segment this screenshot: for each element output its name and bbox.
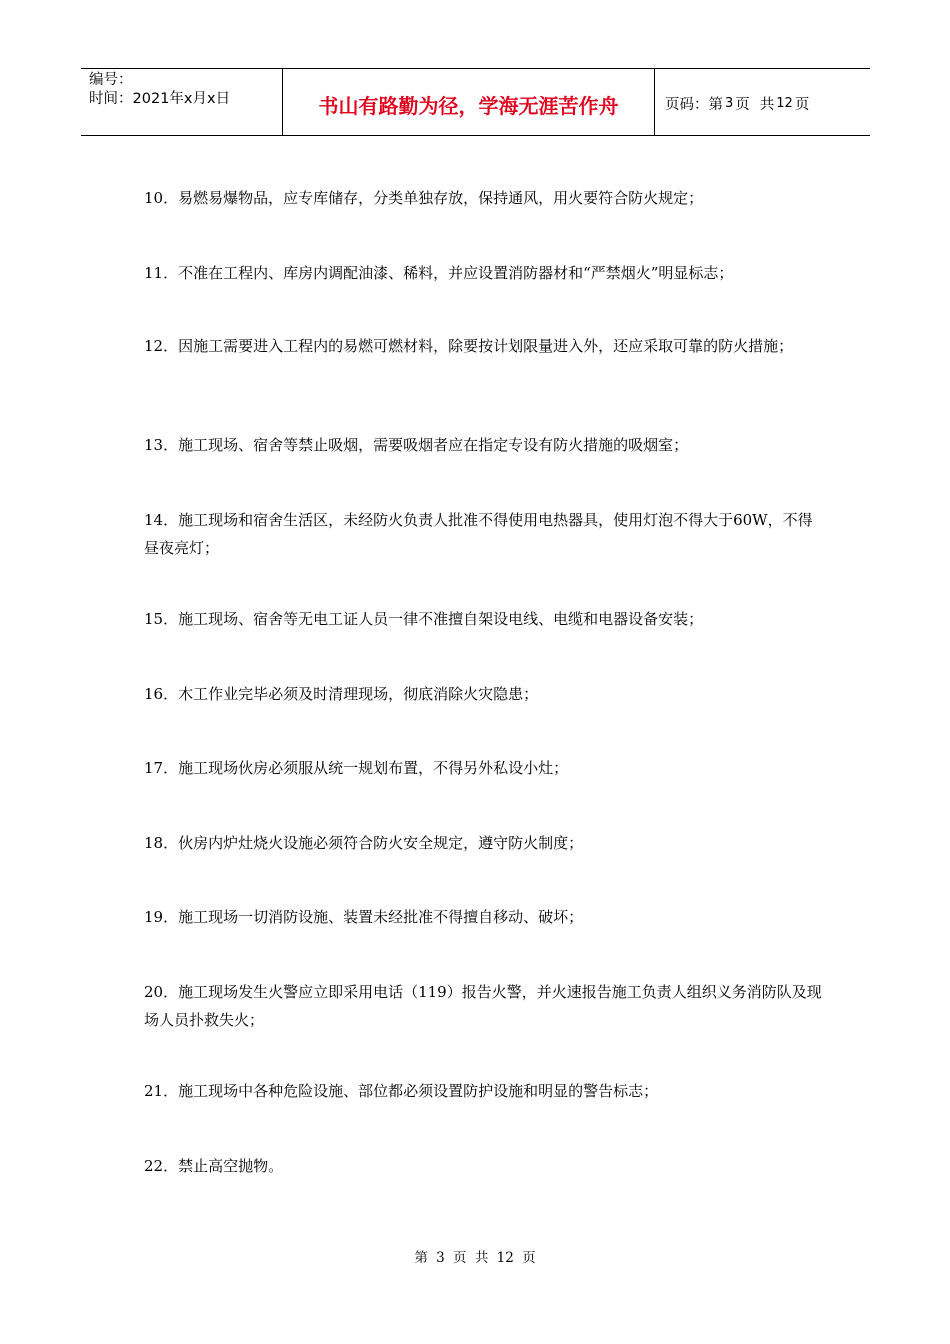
page-suffix: 页: [794, 97, 810, 113]
list-item: 22．禁止高空抛物。: [144, 1157, 284, 1175]
page-total-prefix: 共: [759, 97, 775, 113]
list-item: 14．施工现场和宿舍生活区，未经防火负责人批准不得使用电热器具，使用灯泡不得大于60W，不得昼夜亮灯；: [144, 511, 813, 557]
list-item: 10．易燃易爆物品，应专库储存，分类单独存放，保持通风，用火要符合防火规定；: [144, 189, 704, 207]
header-meta: [81, 69, 282, 135]
list-item: 21．施工现场中各种危险设施、部位都必须设置防护设施和明显的警告标志；: [144, 1082, 659, 1100]
list-item: 12．因施工需要进入工程内的易燃可燃材料，除要按计划限量进入外，还应采取可靠的防火措施；: [144, 337, 794, 355]
page-current: 3: [725, 96, 734, 111]
page-header: [81, 68, 870, 136]
list-item: 15．施工现场、宿舍等无电工证人员一律不准擅自架设电线、电缆和电器设备安装；: [144, 610, 704, 628]
list-item: 13．施工现场、宿舍等禁止吸烟，需要吸烟者应在指定专设有防火措施的吸烟室；: [144, 436, 689, 454]
time-label: 时间：2021年x月x日: [89, 91, 231, 107]
list-item: 16．木工作业完毕必须及时清理现场，彻底消除火灾隐患；: [144, 685, 539, 703]
list-item: 17．施工现场伙房必须服从统一规划布置，不得另外私设小灶；: [144, 759, 569, 777]
list-item: 19．施工现场一切消防设施、装置未经批准不得擅自移动、破坏；: [144, 908, 584, 926]
page-prefix: 页码：第: [665, 97, 723, 113]
list-item: 11．不准在工程内、库房内调配油漆、稀料，并应设置消防器材和“严禁烟火”明显标志；: [144, 264, 734, 282]
header-motto: 书山有路勤为径，学海无涯苦作舟: [282, 69, 655, 135]
page-mid: 页: [735, 97, 750, 113]
page-total: 12: [776, 96, 793, 111]
list-item: 18．伙房内炉灶烧火设施必须符合防火安全规定，遵守防火制度；: [144, 834, 584, 852]
page-footer: 第 3 页 共 12 页: [414, 1250, 536, 1266]
code-label: 编号：: [89, 72, 133, 88]
list-item: 20．施工现场发生火警应立即采用电话（119）报告火警，并火速报告施工负责人组织义务消防队及现场人员扑救失火；: [144, 983, 822, 1029]
header-page-info: [655, 69, 870, 135]
